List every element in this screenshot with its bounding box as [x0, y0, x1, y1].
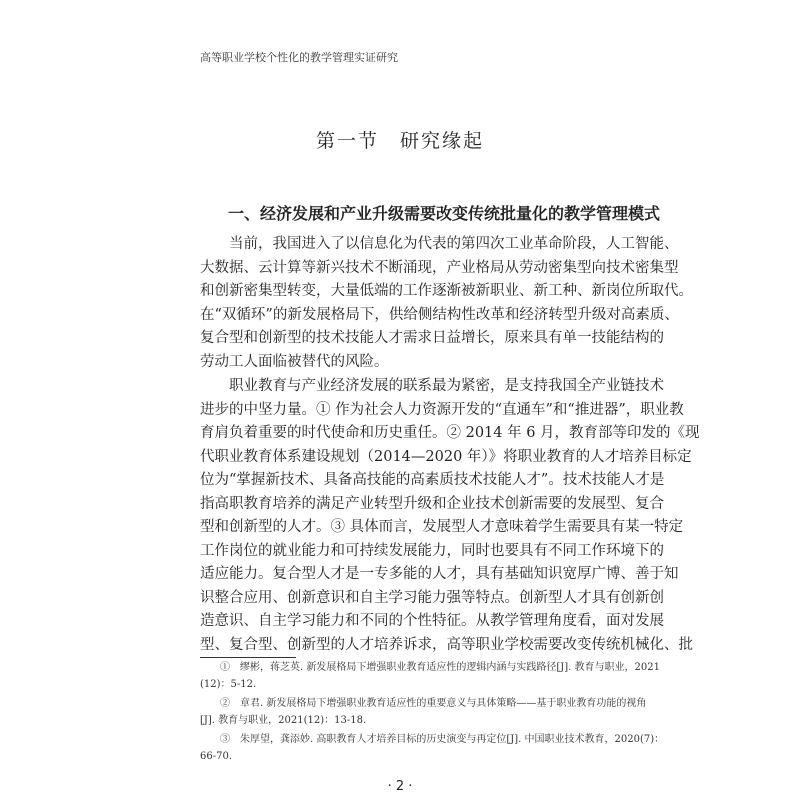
- text-line: 大数据、云计算等新兴技术不断涌现，产业格局从劳动密集型向技术密集型: [200, 259, 679, 276]
- section-title: 第一节 研究缘起: [315, 130, 484, 152]
- footnote-line: ① 缪彬，蒋芝英. 新发展格局下增强职业教育适应性的逻辑内涵与实践路径[J]. 教育与职业，2021: [220, 662, 660, 673]
- text-line: 育肩负着重要的时代使命和历史重任。② 2014 年 6 月，教育部等印发的《现: [200, 425, 700, 441]
- footnotes: [200, 659, 665, 767]
- footnote-line: ② 章君. 新发展格局下增强职业教育适应性的重要意义与具体策略——基于职业教育功能的视角: [220, 698, 647, 709]
- text-line: 位为“掌握新技术、具备高技能的高素质技术技能人才”。技术技能人才是: [200, 472, 665, 488]
- footnote-line: ③ 朱厚望，龚添妙. 高职教育人才培养目标的历史演变与再定位[J]. 中国职业技术教育，2020(7)：: [220, 734, 665, 745]
- footnote-line: 66-70.: [200, 751, 233, 762]
- text-line: 适应能力。复合型人才是一专多能的人才，具有基础知识宽厚广博、善于知: [200, 566, 679, 582]
- text-line: 和创新密集型转变，大量低端的工作逐渐被新职业、新工种、新岗位所取代。: [200, 283, 693, 299]
- subheading: 一、经济发展和产业升级需要改变传统批量化的教学管理模式: [228, 204, 661, 223]
- text-line: 代职业教育体系建设规划（2014—2020 年）》将职业教育的人才培养目标定: [200, 448, 692, 465]
- text-line: 识整合应用、创新意识和自主学习能力强等特点。创新型人才具有创新创: [200, 589, 664, 606]
- footnote-line: [J]. 教育与职业，2021(12)：13-18.: [200, 715, 367, 726]
- text-line: 职业教育与产业经济发展的联系最为紧密，是支持我国全产业链技术: [229, 378, 664, 394]
- paragraph-2: [200, 375, 700, 657]
- paragraph-1: [200, 233, 693, 374]
- text-line: 型和创新型的人才。③ 具体而言，发展型人才意味着学生需要具有某一特定: [200, 519, 684, 535]
- running-head: 高等职业学校个性化的教学管理实证研究: [200, 51, 398, 64]
- page-number: · 2 ·: [387, 779, 413, 794]
- text-line: 进步的中坚力量。① 作为社会人力资源开发的“直通车”和“推进器”，职业教: [200, 401, 684, 418]
- text-line: 型、复合型、创新型的人才培养诉求，高等职业学校需要改变传统机械化、批: [200, 636, 693, 653]
- text-line: 造意识、自主学习能力和不同的个性特征。从教学管理角度看，面对发展: [200, 613, 664, 629]
- text-line: 劳动工人面临被替代的风险。: [200, 353, 389, 370]
- text-line: 指高职教育培养的满足产业转型升级和企业技术创新需要的发展型、复合: [200, 495, 664, 512]
- text-line: 复合型和创新型的技术技能人才需求日益增长，原来具有单一技能结构的: [200, 330, 664, 346]
- footnote-divider: [200, 657, 296, 658]
- text-line: 当前，我国进入了以信息化为代表的第四次工业革命阶段，人工智能、: [229, 236, 679, 252]
- footnote-line: (12)：5-12.: [200, 679, 257, 690]
- text-line: 在“双循环”的新发展格局下，供给侧结构性改革和经济转型升级对高素质、: [200, 306, 679, 323]
- text-line: 工作岗位的就业能力和可持续发展能力，同时也要具有不同工作环境下的: [200, 542, 664, 559]
